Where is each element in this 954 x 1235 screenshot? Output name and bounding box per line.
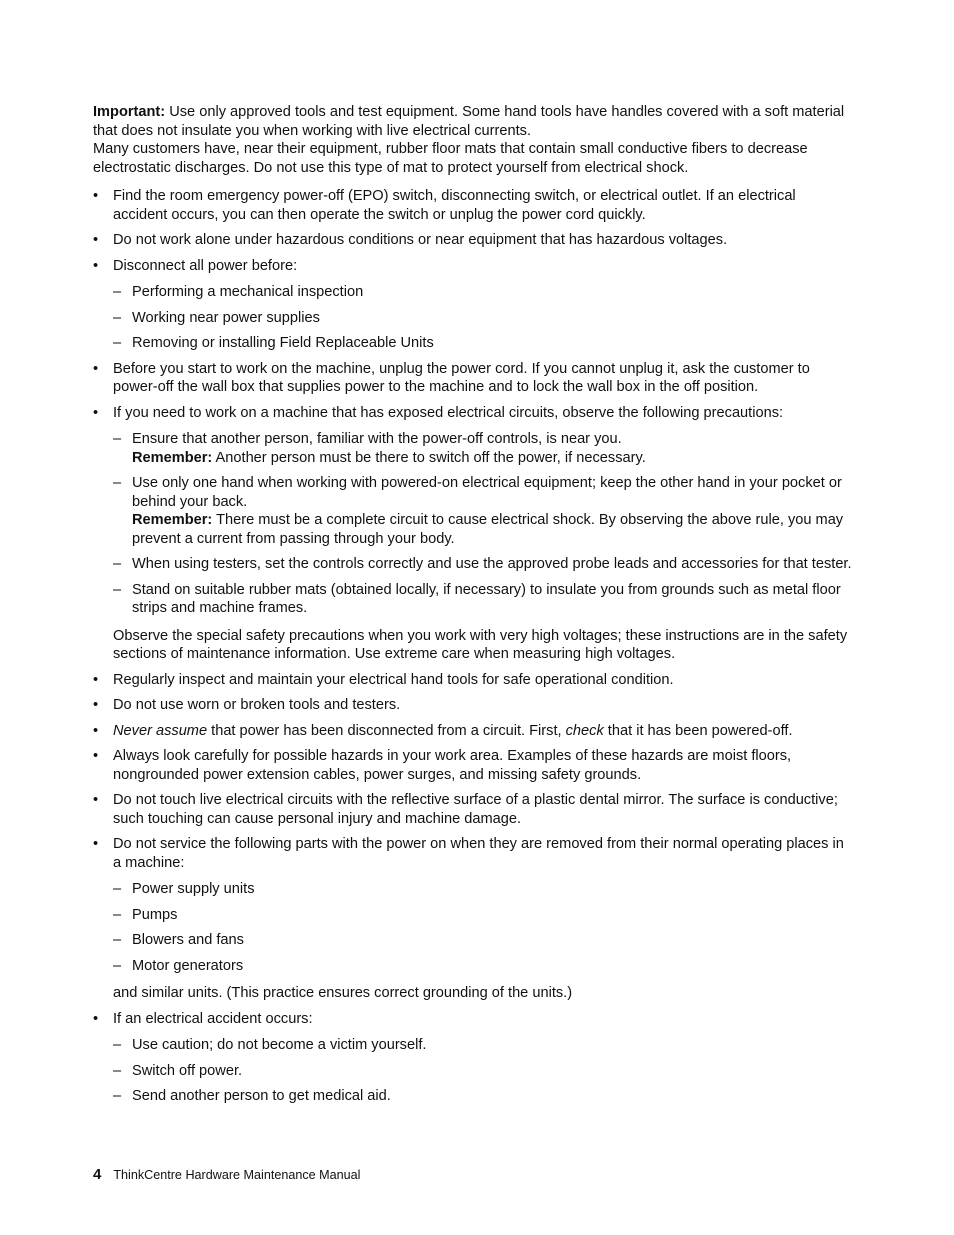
remember-text: There must be a complete circuit to cause electrical shock. By observing the above rule, you may prevent a current from passing through your body.	[132, 512, 844, 547]
page-number: 4	[93, 1166, 102, 1183]
bullet-exposed-circuits	[93, 404, 853, 664]
remember-text: Another person must be there to switch off the power, if necessary.	[212, 449, 646, 466]
bullet-work-alone	[93, 231, 853, 250]
list-item: – Performing a mechanical inspection	[113, 283, 853, 302]
list-item: – Use caution; do not become a victim yourself.	[113, 1036, 853, 1055]
grounding-note: and similar units. (This practice ensures correct grounding of the units.)	[113, 985, 573, 1001]
bullet-hazards	[93, 747, 853, 784]
page-body	[93, 103, 853, 1106]
intro-section	[93, 103, 853, 177]
safety-bullet-list	[93, 187, 853, 1106]
remember-label: Remember:	[132, 512, 213, 528]
bullet-epo-switch	[93, 187, 853, 224]
important-paragraph	[93, 103, 853, 140]
bullet-text: Always look carefully for possible hazards in your work area. Examples of these hazards are moist floors, nongrounded power extension cables, power surges, and missing safety grounds.	[113, 748, 792, 783]
bullet-text: Find the room emergency power-off (EPO) switch, disconnecting switch, or electrical outlet. If an electrical accident occurs, you can then operate the switch or unplug the power cord quickly.	[113, 188, 796, 223]
exposed-sublist	[113, 430, 853, 618]
remember-label: Remember:	[132, 449, 213, 466]
list-item: – Send another person to get medical aid.	[113, 1087, 853, 1106]
important-text: Use only approved tools and test equipment. Some hand tools have handles covered with a soft material that does not insulate you when working with live electrical currents.	[93, 104, 845, 139]
manual-title: ThinkCentre Hardware Maintenance Manual	[113, 1168, 361, 1182]
list-item: – Pumps	[113, 906, 853, 925]
accident-sublist	[113, 1036, 853, 1106]
list-item: – Removing or installing Field Replaceable Units	[113, 334, 853, 353]
item-text: Use only one hand when working with powered-on electrical equipment; keep the other hand in your pocket or behind your back.	[132, 475, 842, 510]
bullet-text: Do not work alone under hazardous conditions or near equipment that has hazardous voltages.	[113, 232, 728, 248]
bullet-dental-mirror	[93, 791, 853, 828]
item-text: Ensure that another person, familiar with the power-off controls, is near you.	[132, 431, 622, 447]
bullet-inspect-tools	[93, 671, 853, 690]
bullet-worn-tools	[93, 696, 853, 715]
bullet-disconnect-power	[93, 257, 853, 353]
bullet-text: If an electrical accident occurs:	[113, 1010, 313, 1027]
important-label: Important:	[93, 104, 166, 120]
list-item: – Working near power supplies	[113, 309, 853, 328]
list-item: – Motor generators	[113, 957, 853, 976]
bullet-text: that power has been disconnected from a circuit. First,	[207, 722, 566, 739]
list-item	[113, 474, 853, 548]
bullet-never-assume	[93, 722, 853, 741]
bullet-do-not-service	[93, 835, 853, 1003]
mats-paragraph: Many customers have, near their equipment, rubber floor mats that contain small conductive fibers to decrease electrostatic discharges. Do not use this type of mat to protect yourself from electrical shock.	[93, 141, 808, 176]
bullet-electrical-accident	[93, 1010, 853, 1106]
list-item: – Blowers and fans	[113, 931, 853, 950]
bullet-text: that it has been powered-off.	[603, 722, 793, 739]
bullet-text: Do not touch live electrical circuits with the reflective surface of a plastic dental mirror. The surface is conductive; such touching can cause personal injury and machine damage.	[113, 792, 838, 827]
bullet-text: Before you start to work on the machine, unplug the power cord. If you cannot unplug it, ask the customer to power-off the wall box that supplies power to the machine and to lock the wall box in the off position.	[113, 360, 810, 395]
page-footer	[93, 1166, 360, 1184]
bullet-text: Do not service the following parts with the power on when they are removed from their normal operating places in a machine:	[113, 836, 844, 871]
emphasis-never-assume: Never assume	[113, 722, 208, 739]
list-item: – Power supply units	[113, 880, 853, 899]
list-item	[113, 430, 853, 467]
list-item: – Stand on suitable rubber mats (obtained locally, if necessary) to insulate you from grounds such as metal floor strips and machine frames.	[113, 581, 853, 618]
high-voltage-note: Observe the special safety precautions when you work with very high voltages; these instructions are in the safety sections of maintenance information. Use extreme care when measuring high voltages.	[113, 627, 848, 662]
list-item: – Switch off power.	[113, 1062, 853, 1081]
disconnect-sublist	[113, 283, 853, 353]
emphasis-check: check	[565, 722, 604, 739]
bullet-unplug	[93, 360, 853, 397]
bullet-text: Disconnect all power before:	[113, 257, 298, 274]
bullet-text: Do not use worn or broken tools and testers.	[113, 697, 401, 713]
bullet-text: If you need to work on a machine that has exposed electrical circuits, observe the following precautions:	[113, 404, 784, 421]
service-sublist	[113, 880, 853, 975]
list-item: – When using testers, set the controls correctly and use the approved probe leads and accessories for that tester.	[113, 555, 853, 574]
bullet-text: Regularly inspect and maintain your electrical hand tools for safe operational condition.	[113, 671, 674, 688]
